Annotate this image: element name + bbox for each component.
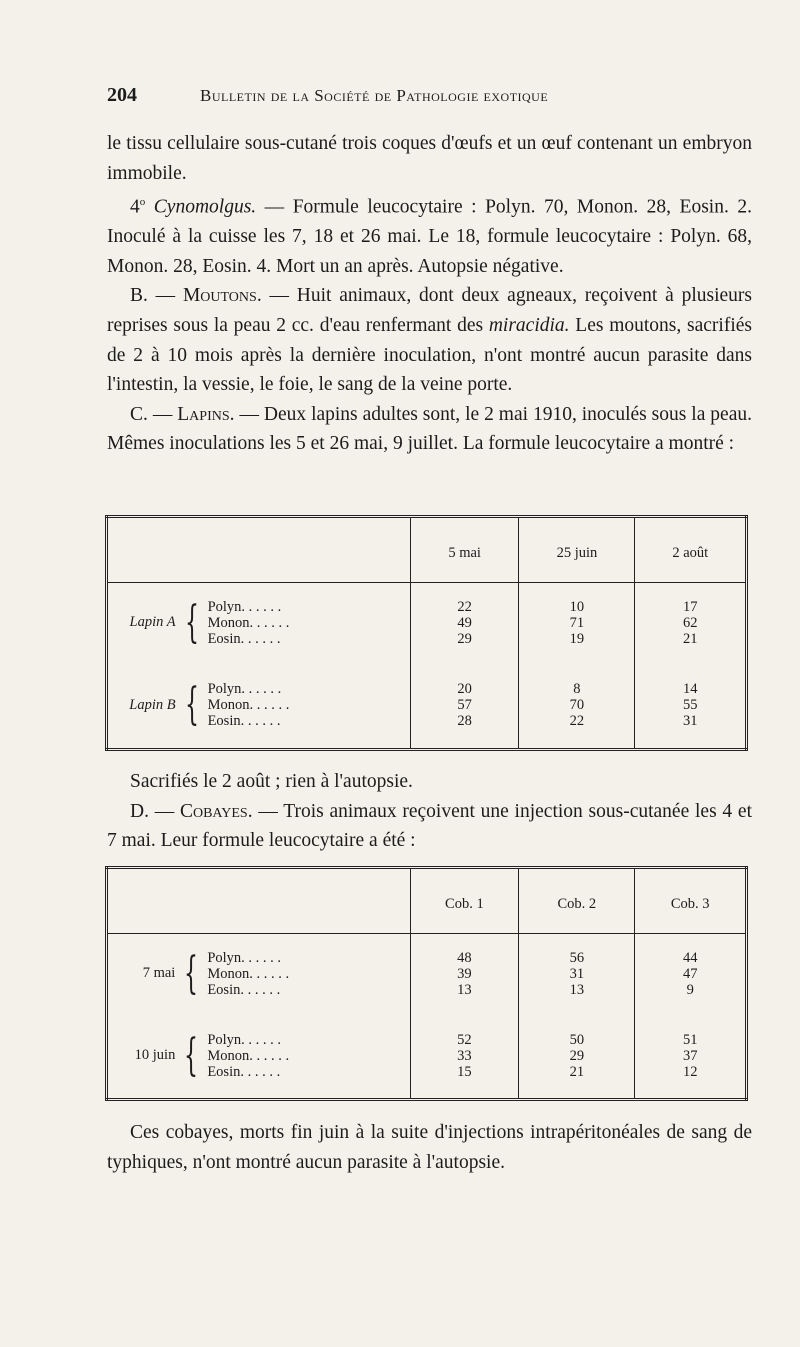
table-lapins [105, 515, 748, 751]
table-cell: 49 [457, 614, 472, 631]
paragraph-continuation: le tissu cellulaire sous-cutané trois coques d'œufs et un œuf contenant un embryon immobile. [107, 133, 752, 184]
table-cell: 50 [569, 1031, 585, 1048]
column-header: 25 juin [519, 517, 635, 583]
table-cell: 31 [682, 713, 698, 730]
row-label: Monon. . . . . . [207, 697, 290, 714]
table-cell: 56 [569, 949, 585, 966]
brace: { [184, 947, 199, 999]
section-heading-moutons: Moutons. [182, 285, 262, 307]
table-cell: 8 [573, 681, 581, 698]
table-cell: 55 [682, 697, 698, 714]
table-cell: 52 [457, 1031, 472, 1048]
table-cell: 13 [457, 981, 472, 998]
table-cell: 21 [682, 630, 698, 647]
row-label: Polyn. . . . . . [207, 598, 282, 615]
row-label: Polyn. . . . . . [207, 681, 282, 698]
row-label: Eosin. . . . . . [207, 630, 281, 647]
table-cell: 37 [682, 1047, 698, 1064]
row-label: Polyn. . . . . . [207, 949, 282, 966]
group-label: 10 juin [134, 1047, 176, 1064]
row-label: Polyn. . . . . . [207, 1031, 282, 1048]
row-label: Eosin. . . . . . [207, 981, 281, 998]
table-cell: 29 [457, 630, 472, 647]
table-cell: 17 [682, 598, 698, 615]
paragraph-conclusion: Ces cobayes, morts fin juin à la suite d'injections intrapéritonéales de sang de typhiques, n'ont montré aucun parasite à l'autopsie. [107, 1122, 752, 1173]
table-cell: 33 [457, 1047, 472, 1064]
paragraph-lapins: C. — Lapins. — Deux lapins adultes sont, le 2 mai 1910, inoculés sous la peau. Mêmes inoculations les 5 et 26 mai, 9 juillet. La formule leucocytaire a montré : [107, 403, 752, 455]
table-row-group [107, 663, 747, 750]
table-row-group [107, 1014, 747, 1100]
table-row-group [107, 583, 747, 663]
table-cell: 15 [457, 1063, 472, 1080]
table-cell: 44 [682, 949, 698, 966]
section-heading-cobayes: Cobayes. [179, 800, 253, 822]
paragraph-moutons: B. — Moutons. — Huit animaux, dont deux agneaux, reçoivent à plusieurs reprises sous la peau 2 cc. d'eau renfermant des miracidia. Les moutons, sacrifiés de 2 à 10 mois après la dernière inoculation, n'ont montré aucun parasite dans l'intestin, la vessie, le foie, le sang de la veine porte. [107, 285, 752, 396]
row-label: Monon. . . . . . [207, 614, 290, 631]
paragraph-cynomolgus: 4$^o$ Cynomolgus. — Formule leucocytaire : Polyn. 70, Monon. 28, Eosin. 2. Inoculé à la cuisse les 7, 18 et 26 mai. Le 18, formule leucocytaire : Polyn. 68, Monon. 28, Eosin. 4. Mort un an après. Autopsie négative. [107, 196, 752, 277]
brace: { [184, 596, 199, 648]
column-header: Cob. 2 [519, 868, 635, 934]
group-label: 7 mai [142, 965, 176, 982]
group-label: Lapin B [129, 696, 176, 713]
table-cell: 57 [457, 697, 472, 714]
table-cell: 48 [457, 949, 472, 966]
section-heading-lapins: Lapins. [177, 403, 235, 425]
species-name: Cynomolgus. [153, 196, 257, 218]
row-label: Monon. . . . . . [207, 1047, 290, 1064]
brace: { [184, 679, 199, 731]
table-cell: 70 [569, 697, 585, 714]
row-label: Monon. . . . . . [207, 965, 290, 982]
table-cell: 14 [682, 681, 698, 698]
text-block-bottom [107, 1118, 752, 1177]
table-cell: 62 [682, 614, 698, 631]
table-cell: 13 [569, 981, 585, 998]
table-cell: 12 [682, 1063, 698, 1080]
table-cell: 31 [569, 965, 585, 982]
table-cell: 28 [457, 713, 472, 730]
text-block-middle [107, 767, 752, 856]
table-cell: 22 [569, 713, 585, 730]
running-title: Bulletin de la Société de Pathologie exotique [200, 86, 549, 105]
text-block-top [107, 129, 752, 459]
paragraph-sacrifies: Sacrifiés le 2 août ; rien à l'autopsie. [130, 771, 413, 792]
table-cell: 29 [569, 1047, 585, 1064]
table-cell: 39 [457, 965, 472, 982]
column-header: Cob. 1 [410, 868, 519, 934]
table-cell: 22 [457, 598, 472, 615]
table-cell: 20 [457, 681, 472, 698]
column-header: 2 août [635, 517, 747, 583]
row-label: Eosin. . . . . . [207, 1063, 281, 1080]
column-header: Cob. 3 [635, 868, 747, 934]
paragraph-cobayes: D. — Cobayes. — Trois animaux reçoivent une injection sous-cutanée les 4 et 7 mai. Leur formule leucocytaire a été : [107, 800, 752, 852]
table-row-group [107, 934, 747, 1014]
table-cell: 51 [682, 1031, 698, 1048]
table-cell: 71 [569, 614, 585, 631]
table-cell: 47 [682, 965, 698, 982]
table-cell: 21 [569, 1063, 585, 1080]
row-label: Eosin. . . . . . [207, 713, 281, 730]
table-cell: 19 [569, 630, 585, 647]
brace: { [184, 1029, 199, 1081]
group-label: Lapin A [129, 614, 176, 631]
column-header: 5 mai [410, 517, 518, 583]
table-cobayes [105, 866, 748, 1101]
page-header [107, 84, 752, 110]
table-cell: 10 [569, 598, 585, 615]
page-number: 204 [107, 84, 137, 106]
table-cell: 9 [686, 981, 694, 998]
